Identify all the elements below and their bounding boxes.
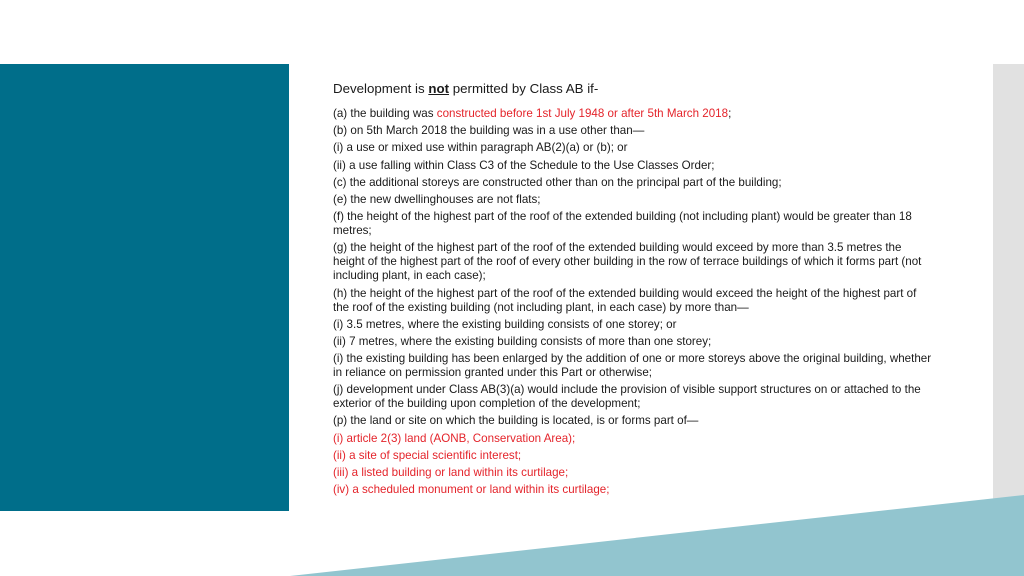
slide-heading [333,80,933,98]
item-i: (i) the existing building has been enlarged by the addition of one or more storeys above the original building, whether in reliance on permission granted under this Part or otherwise; [333,352,932,380]
heading-suffix: permitted by Class AB if- [449,81,599,96]
item-b-i: (i) a use or mixed use within paragraph AB(2)(a) or (b); or [333,141,628,155]
item-c: (c) the additional storeys are constructed other than on the principal part of the building; [333,175,782,189]
item-p: (p) the land or site on which the building is located, is or forms part of— [333,414,699,428]
item-p-iv: (iv) a scheduled monument or land within its curtilage; [333,483,610,497]
item-a-prefix: (a) the building was [333,107,437,120]
item-h: (h) the height of the highest part of the roof of the extended building would exceed the height of the highest part of the roof of the existing building (not including plant, in each case) by more than— [333,286,917,314]
item-a-highlight: constructed before 1st July 1948 or after 5th March 2018 [436,107,729,120]
heading-emphasis: not [428,81,450,96]
item-p-i: (i) article 2(3) land (AONB, Conservation Area); [333,431,576,445]
item-b-ii: (ii) a use falling within Class C3 of the Schedule to the Use Classes Order; [333,158,715,172]
item-p-iii: (iii) a listed building or land within its curtilage; [333,466,569,479]
item-e: (e) the new dwellinghouses are not flats; [333,192,541,206]
item-a-suffix: ; [728,107,732,120]
item-a [333,107,933,121]
item-h-i: (i) 3.5 metres, where the existing building consists of one storey; or [333,317,677,331]
item-b: (b) on 5th March 2018 the building was in a use other than— [333,124,645,138]
item-f: (f) the height of the highest part of the roof of the extended building (not including plant) would be greater than 18 metres; [333,210,912,238]
item-p-ii: (ii) a site of special scientific interest; [333,448,522,462]
item-j: (j) development under Class AB(3)(a) would include the provision of visible support structures on or attached to the exterior of the building upon completion of the development; [333,383,921,411]
heading-prefix: Development is [333,81,429,96]
item-h-ii: (ii) 7 metres, where the existing building consists of more than one storey; [333,334,712,348]
slide-content [333,80,933,500]
item-g: (g) the height of the highest part of the roof of the extended building would exceed by more than 3.5 metres the height of the highest part of the roof of every other building in the row of terrace buildings of which it forms part (not including plant, in each case); [333,241,922,283]
